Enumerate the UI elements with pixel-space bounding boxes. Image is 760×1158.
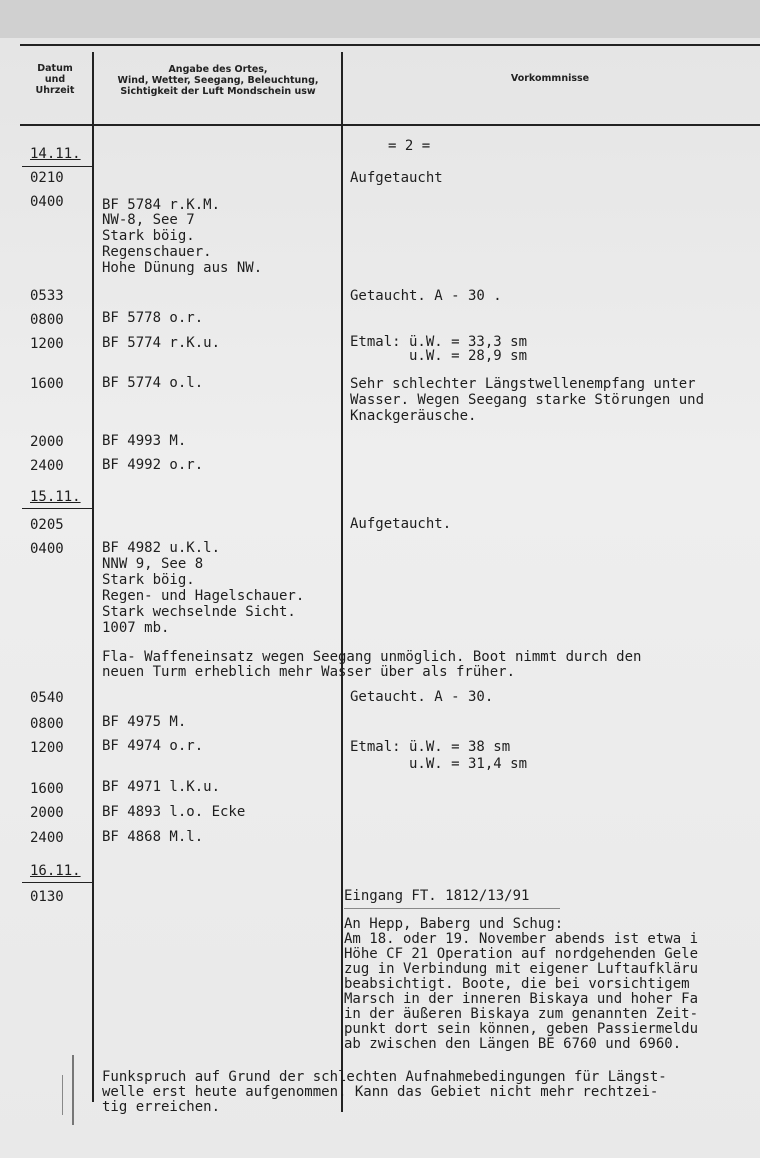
event-line: Marsch in der inneren Biskaya und hoher Fa — [344, 991, 699, 1007]
header-col2-line: Wind, Wetter, Seegang, Beleuchtung, — [117, 75, 319, 86]
time-entry: 0205 — [30, 517, 64, 533]
event-line: in der äußeren Biskaya zum genannten Zeit- — [344, 1006, 699, 1022]
time-entry: 0400 — [30, 194, 64, 210]
date-entry: 15.11. — [30, 489, 81, 505]
spanning-note-line: Funkspruch auf Grund der schlechten Aufnahmebedingungen für Längst- — [102, 1069, 667, 1085]
location-line: Stark böig. — [102, 572, 195, 588]
event-line: u.W. = 31,4 sm — [350, 756, 528, 772]
header-col1-line: Datum — [37, 63, 73, 74]
header-bottom-rule — [20, 124, 760, 126]
page-number: = 2 = — [388, 138, 431, 154]
event-line: Aufgetaucht. — [350, 516, 452, 532]
event-line: Getaucht. A - 30. — [350, 689, 494, 705]
column-divider-1 — [92, 52, 94, 1102]
date-rule — [22, 166, 92, 167]
location-line: 1007 mb. — [102, 620, 170, 636]
event-line: Eingang FT. 1812/13/91 — [344, 888, 530, 904]
header-date-time — [22, 63, 88, 96]
time-entry: 0533 — [30, 288, 64, 304]
date-rule — [22, 508, 92, 509]
margin-mark — [72, 1055, 74, 1125]
location-line: BF 4992 o.r. — [102, 457, 204, 473]
time-entry: 0400 — [30, 541, 64, 557]
time-entry: 2000 — [30, 434, 64, 450]
time-entry: 2400 — [30, 458, 64, 474]
time-entry: 0540 — [30, 690, 64, 706]
location-line: BF 4893 l.o. Ecke — [102, 804, 246, 820]
date-entry: 16.11. — [30, 863, 81, 879]
location-line: BF 4971 l.K.u. — [102, 779, 221, 795]
header-col1-line: und — [44, 74, 66, 85]
event-line: Aufgetaucht — [350, 170, 443, 186]
time-entry: 1600 — [30, 376, 64, 392]
column-divider-2 — [341, 52, 343, 1112]
date-entry: 14.11. — [30, 146, 81, 162]
time-entry: 0800 — [30, 716, 64, 732]
location-line: NW-8, See 7 — [102, 212, 195, 228]
event-line: Wasser. Wegen Seegang starke Störungen und — [350, 392, 705, 408]
location-line: Regenschauer. — [102, 244, 212, 260]
header-col2-line: Angabe des Ortes, — [168, 64, 268, 75]
location-line: NNW 9, See 8 — [102, 556, 204, 572]
table-top-rule — [20, 44, 760, 46]
event-line: beabsichtigt. Boote, die bei vorsichtigem — [344, 976, 690, 992]
header-events: Vorkommnisse — [510, 73, 590, 84]
location-line: BF 4975 M. — [102, 714, 187, 730]
event-line: Getaucht. A - 30 . — [350, 288, 502, 304]
event-line: Am 18. oder 19. November abends ist etwa i — [344, 931, 699, 947]
scan-shadow — [0, 0, 760, 38]
time-entry: 0210 — [30, 170, 64, 186]
spanning-note-line: neuen Turm erheblich mehr Wasser über als früher. — [102, 664, 516, 680]
location-line: BF 4982 u.K.l. — [102, 540, 221, 556]
event-line: An Hepp, Baberg und Schug: — [344, 916, 564, 932]
header-col1-line: Uhrzeit — [35, 85, 75, 96]
time-entry: 1200 — [30, 336, 64, 352]
spanning-note-line: tig erreichen. — [102, 1099, 221, 1115]
location-line: BF 5784 r.K.M. — [102, 197, 221, 213]
header-col2-line: Sichtigkeit der Luft Mondschein usw — [120, 86, 316, 97]
location-line: Regen- und Hagelschauer. — [102, 588, 305, 604]
header-location-weather — [98, 64, 338, 97]
location-line: BF 5774 o.l. — [102, 375, 204, 391]
location-line: BF 5778 o.r. — [102, 310, 204, 326]
event-line: ab zwischen den Längen BE 6760 und 6960. — [344, 1036, 682, 1052]
margin-mark — [62, 1075, 63, 1115]
spanning-note-line: welle erst heute aufgenommen. Kann das Gebiet nicht mehr rechtzei- — [102, 1084, 659, 1100]
location-line: BF 4974 o.r. — [102, 738, 204, 754]
time-entry: 2400 — [30, 830, 64, 846]
location-line: Stark wechselnde Sicht. — [102, 604, 296, 620]
time-entry: 1600 — [30, 781, 64, 797]
event-line: Etmal: ü.W. = 33,3 sm — [350, 334, 528, 350]
event-line: zug in Verbindung mit eigener Luftaufkläru — [344, 961, 699, 977]
time-entry: 2000 — [30, 805, 64, 821]
time-entry: 0130 — [30, 889, 64, 905]
date-rule — [22, 882, 92, 883]
event-line: punkt dort sein können, geben Passiermeldu — [344, 1021, 699, 1037]
spanning-note-line: Fla- Waffeneinsatz wegen Seegang unmöglich. Boot nimmt durch den — [102, 649, 642, 665]
message-underline — [344, 908, 560, 909]
location-line: BF 4993 M. — [102, 433, 187, 449]
time-entry: 1200 — [30, 740, 64, 756]
event-line: Höhe CF 21 Operation auf nordgehenden Gele — [344, 946, 699, 962]
event-line: Knackgeräusche. — [350, 408, 477, 424]
event-line: u.W. = 28,9 sm — [350, 348, 528, 364]
event-line: Etmal: ü.W. = 38 sm — [350, 739, 511, 755]
event-line: Sehr schlechter Längstwellenempfang unter — [350, 376, 696, 392]
location-line: Stark böig. — [102, 228, 195, 244]
location-line: BF 5774 r.K.u. — [102, 335, 221, 351]
time-entry: 0800 — [30, 312, 64, 328]
location-line: BF 4868 M.l. — [102, 829, 204, 845]
location-line: Hohe Dünung aus NW. — [102, 260, 263, 276]
